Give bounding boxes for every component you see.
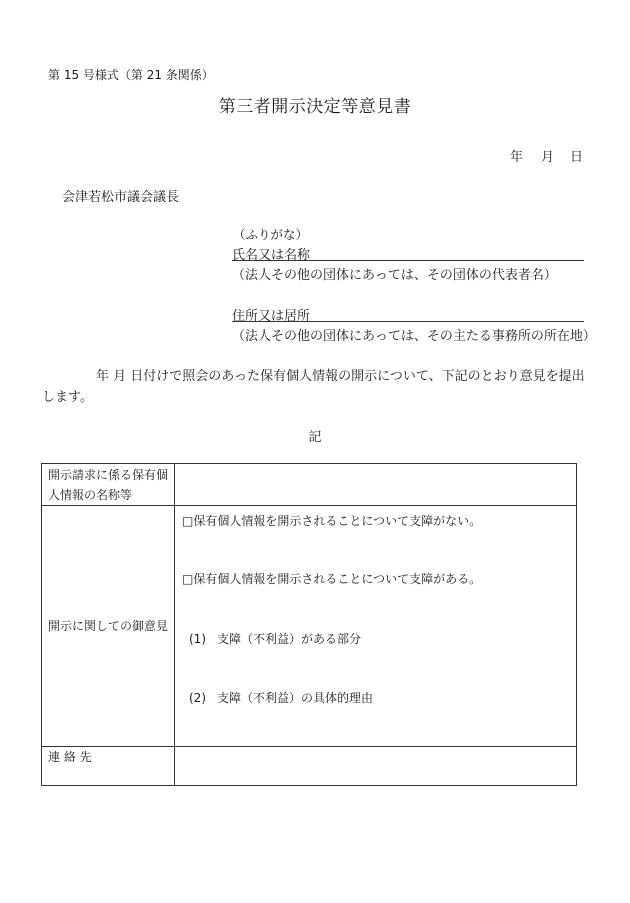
contact-label: 連 絡 先 xyxy=(42,747,175,786)
request-info-label: 開示請求に係る保有個人情報の名称等 xyxy=(42,464,175,506)
table-row xyxy=(42,464,577,506)
option-no-issue[interactable]: □保有個人情報を開示されることについて支障がない。 xyxy=(182,514,482,528)
sub-item-2-text: 支障（不利益）の具体的理由 xyxy=(217,691,374,705)
sub-item-1-number: (1) xyxy=(189,632,206,646)
addressee: 会津若松市議会議長 xyxy=(62,190,180,205)
opinion-label: 開示に関しての御意見 xyxy=(42,506,175,747)
form-number: 第 15 号様式（第 21 条関係） xyxy=(48,68,214,82)
name-label: 氏名又は名称 xyxy=(232,248,311,263)
request-info-field[interactable] xyxy=(175,464,577,506)
date-month-label: 月 xyxy=(541,150,555,165)
table-row xyxy=(42,506,577,747)
name-underline xyxy=(232,260,584,261)
opinion-table xyxy=(41,463,577,786)
address-note: （法人その他の団体にあっては、その主たる事務所の所在地） xyxy=(232,329,596,344)
sub-item-2 xyxy=(189,689,373,706)
sub-item-1-text: 支障（不利益）がある部分 xyxy=(217,632,362,646)
furigana-label: （ふりがな） xyxy=(233,227,309,242)
date-day-label: 日 xyxy=(570,150,584,165)
contact-field[interactable] xyxy=(175,747,577,786)
table-row xyxy=(42,747,577,786)
ki-label: 記 xyxy=(308,430,322,445)
address-label: 住所又は居所 xyxy=(232,309,311,324)
sub-item-1 xyxy=(189,630,361,647)
date-year-label: 年 xyxy=(510,150,524,165)
option-issue[interactable]: □保有個人情報を開示されることについて支障がある。 xyxy=(182,572,482,586)
address-underline xyxy=(232,321,584,322)
document-title: 第三者開示決定等意見書 xyxy=(218,97,412,117)
body-paragraph: 年 月 日付けで照会のあった保有個人情報の開示について、下記のとおり意見を提出します。 xyxy=(42,369,585,405)
sub-item-2-number: (2) xyxy=(189,691,206,705)
name-note: （法人その他の団体にあっては、その団体の代表者名） xyxy=(232,268,557,283)
opinion-field xyxy=(175,506,577,747)
